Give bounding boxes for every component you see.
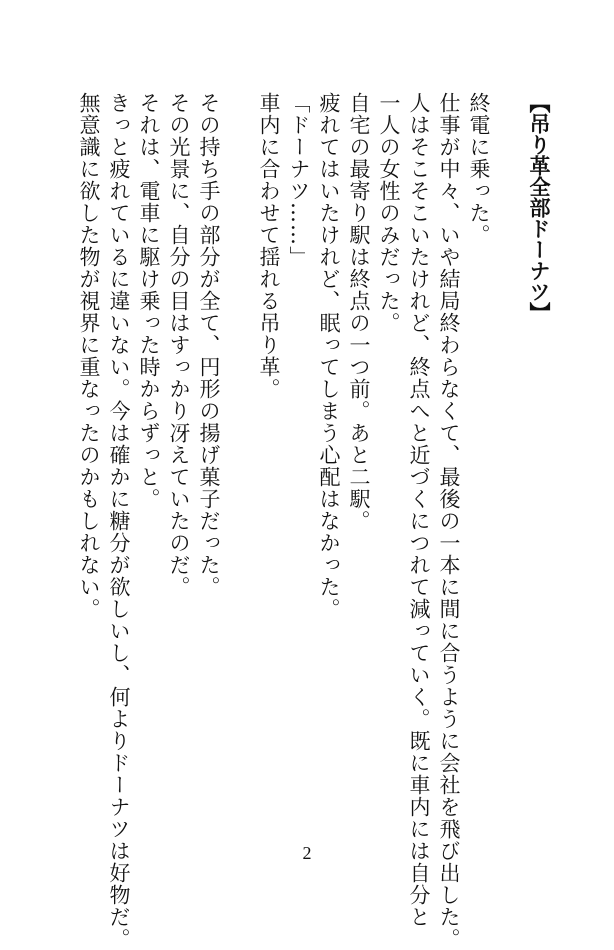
vertical-text-body	[74, 92, 554, 950]
title-gap	[494, 92, 524, 852]
paragraph-gap	[224, 92, 254, 852]
text-line: 終電に乗った。	[467, 92, 491, 246]
text-line: 仕事が中々、いや結局終わらなくて、最後の一本に間に合うように会社を飛び出した。	[437, 92, 461, 950]
text-line: 一人の女性のみだった。	[377, 92, 401, 334]
text-line: 車内に合わせて揺れる吊り革。	[257, 92, 281, 400]
text-line: それは、電車に駆け乗った時からずっと。	[137, 92, 161, 510]
text-line: 自宅の最寄り駅は終点の一つ前。あと二駅。	[347, 92, 371, 532]
text-line: 人はそこそこいたけれど、終点へと近づくにつれて減っていく。既に車内には自分と	[407, 92, 431, 928]
text-line: その持ち手の部分が全て、円形の揚げ菓子だった。	[197, 92, 221, 598]
chapter-title: 【吊り革全部ドーナツ】	[527, 92, 552, 323]
text-line: 「ドーナツ……」	[287, 92, 311, 268]
text-line: その光景に、自分の目はすっかり冴えていたのだ。	[167, 92, 191, 598]
text-line: きっと疲れているに違いない。今は確かに糖分が欲しいし、何よりドーナツは好物だ。	[107, 92, 131, 950]
text-line: 疲れてはいたけれど、眠ってしまう心配はなかった。	[317, 92, 341, 620]
page-number: 2	[302, 843, 312, 863]
text-line: 無意識に欲した物が視界に重なったのかもしれない。	[77, 92, 101, 620]
